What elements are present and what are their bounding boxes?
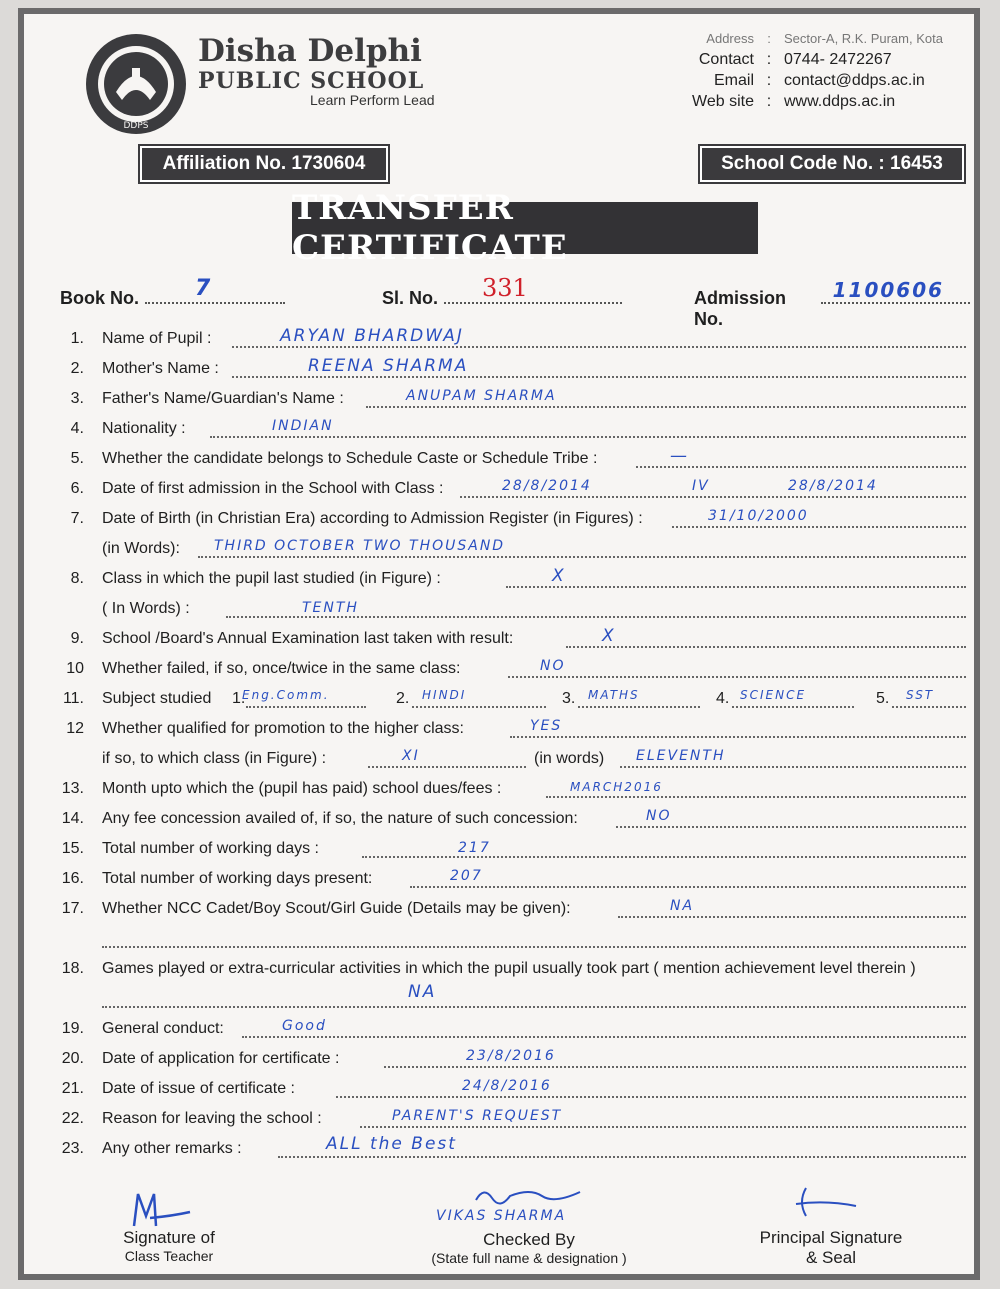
checked-by-name: VIKAS SHARMA [436,1208,567,1224]
logo-text: DDPS [123,121,149,131]
item-number: 6. [70,480,84,497]
list-item [46,1046,966,1074]
list-item [46,356,966,384]
item-number: 18. [61,960,84,977]
admission-no-value: 1100606 [832,278,945,302]
school-tagline: Learn Perform Lead [310,92,435,108]
item-label: Whether the candidate belongs to Schedule Caste or Schedule Tribe : [102,450,598,467]
signature-label: Class Teacher [124,1248,214,1264]
contact-row: Email : contact@ddps.ac.in [664,70,943,91]
item-label: Father's Name/Guardian's Name : [102,390,344,407]
list-item [46,416,966,444]
contact-label: Email [713,71,754,89]
contact-value: www.ddps.ac.in [784,92,896,110]
list-item [46,836,966,864]
school-code-badge: School Code No. : 16453 [700,146,964,182]
list-item [46,386,966,414]
contact-label: Web site [692,92,754,110]
subject-number: 5. [876,690,890,707]
item-number: 20. [61,1050,84,1067]
item-number: 11. [62,690,84,707]
list-item [46,1016,966,1044]
certificate-meta-row [60,274,970,329]
list-item-continuation [46,982,966,1014]
principal-signature-icon [776,1182,866,1226]
list-item [46,626,966,654]
item-number: 19. [61,1020,84,1037]
list-item [46,1136,966,1164]
item-label: School /Board's Annual Examination last taken with result: [102,630,514,647]
list-item [46,446,966,474]
contact-value: contact@ddps.ac.in [784,71,925,89]
item-value: TENTH [302,600,359,616]
item-label: Name of Pupil : [102,330,212,347]
subject-value: SST [906,688,935,702]
item-value: THIRD OCTOBER TWO THOUSAND [214,538,506,554]
item-label: Subject studied [102,690,212,707]
item-label: Any fee concession availed of, if so, the nature of such concession: [102,810,578,827]
item-label: Reason for leaving the school : [102,1110,322,1127]
item-number: 21. [61,1080,84,1097]
item-label: Date of Birth (in Christian Era) according to Admission Register (in Figures) : [102,510,643,527]
sl-no-value: 331 [482,274,528,302]
subject-number: 4. [716,690,730,707]
item-value: PARENT'S REQUEST [392,1108,563,1124]
item-value: 23/8/2016 [466,1048,556,1064]
list-item [46,506,966,534]
list-item [46,716,966,744]
contact-label: Contact [698,50,754,68]
item-value: 28/8/2014 [788,478,878,494]
subject-value: MATHS [588,688,640,702]
signature-label: Checked By [483,1230,575,1249]
item-number: 3. [70,390,84,407]
sl-no-label: Sl. No. [382,288,439,308]
list-item [46,476,966,504]
item-number: 4. [70,420,84,437]
class-teacher-signature-icon [126,1186,196,1232]
item-value: 24/8/2016 [462,1078,552,1094]
item-value: 28/8/2014 [502,478,592,494]
item-value: 31/10/2000 [708,508,809,524]
item-number: 15. [61,840,84,857]
item-label: if so, to which class (in Figure) : [102,750,327,767]
list-item [46,566,966,594]
item-label: Whether failed, if so, once/twice in the same class: [102,660,461,677]
item-number: 8. [70,570,84,587]
book-no-label: Book No. [60,288,139,308]
item-number: 13. [61,780,84,797]
item-label: Total number of working days present: [102,870,373,887]
item-label: Nationality : [102,420,186,437]
item-label: Class in which the pupil last studied (in Figure) : [102,570,441,587]
list-item [46,806,966,834]
item-number: 1. [70,330,84,347]
item-label: Total number of working days : [102,840,319,857]
list-item [46,326,966,354]
checked-by-signature [404,1230,654,1266]
item-label: (in Words): [102,540,180,557]
item-value: NA [670,898,695,914]
item-label: ( In Words) : [102,600,190,617]
subject-value: SCIENCE [740,688,807,702]
item-label: Date of issue of certificate : [102,1080,295,1097]
item-value: NA [408,982,437,1002]
list-item [46,746,966,774]
item-label: Games played or extra-curricular activities in which the pupil usually took part ( mention achievement level therein ) [102,960,916,977]
list-item [46,866,966,894]
list-item [46,1076,966,1104]
contact-row: Address : Sector-A, R.K. Puram, Kota [664,28,943,49]
item-value: YES [530,718,563,734]
school-name: Disha Delphi [198,33,422,69]
class-teacher-signature [94,1228,244,1264]
item-value: NO [540,658,566,674]
item-value: 217 [458,840,491,856]
list-item [46,1106,966,1134]
item-number: 5. [70,450,84,467]
item-value: 207 [450,868,483,884]
signature-label: Signature of [123,1228,215,1247]
list-item [46,956,966,984]
list-item [46,896,966,924]
item-number: 22. [61,1110,84,1127]
subject-number: 3. [562,690,576,707]
item-value: IV [692,478,710,494]
contact-value: 0744- 2472267 [784,50,892,68]
book-no-value: 7 [195,276,213,301]
item-value: ELEVENTH [636,748,726,764]
list-item [46,686,966,714]
school-subtitle: PUBLIC SCHOOL [198,68,425,94]
item-label: Any other remarks : [102,1140,242,1157]
item-value: MARCH2016 [570,780,663,794]
signature-note: (State full name & designation ) [431,1250,627,1266]
item-value: X [602,626,616,646]
contact-row: Contact : 0744- 2472267 [664,49,943,70]
list-item [46,596,966,624]
item-number: 17. [61,900,84,917]
item-value: ANUPAM SHARMA [406,388,557,404]
subject-number: 2. [396,690,410,707]
contact-row: Web site : www.ddps.ac.in [664,91,943,112]
certificate-page [18,8,980,1280]
item-label: Date of first admission in the School with Class : [102,480,444,497]
list-item [46,776,966,804]
item-label: Mother's Name : [102,360,219,377]
signature-label: Principal Signature [759,1228,903,1247]
item-value: — [670,446,689,466]
contact-block [664,28,943,112]
admission-no-label: Admission No. [694,288,787,329]
item-label: (in words) [534,750,605,767]
item-number: 7. [70,510,84,527]
item-number: 10 [66,660,84,677]
item-value: ALL the Best [326,1134,457,1154]
item-value: Good [282,1018,327,1034]
principal-signature [746,1228,916,1268]
subject-value: Eng.Comm. [242,688,330,702]
item-label: Month upto which the (pupil has paid) school dues/fees : [102,780,502,797]
list-item [46,536,966,564]
affiliation-badge: Affiliation No. 1730604 [140,146,388,182]
item-number: 12 [66,720,84,737]
list-item [46,656,966,684]
contact-label: Address [706,31,754,46]
item-value: ARYAN BHARDWAJ [280,326,464,346]
item-value: X [552,566,566,586]
contact-value: Sector-A, R.K. Puram, Kota [784,31,943,46]
certificate-title: TRANSFER CERTIFICATE [292,202,758,254]
subject-number: 1. [232,690,246,707]
list-item-continuation [46,926,966,954]
item-number: 2. [70,360,84,377]
item-label: Whether qualified for promotion to the higher class: [102,720,464,737]
item-number: 16. [61,870,84,887]
school-logo-icon [82,30,190,138]
item-number: 9. [70,630,84,647]
item-number: 23. [61,1140,84,1157]
item-value: XI [402,748,420,764]
item-label: Date of application for certificate : [102,1050,340,1067]
item-value: NO [646,808,672,824]
item-label: General conduct: [102,1020,224,1037]
item-label: Whether NCC Cadet/Boy Scout/Girl Guide (Details may be given): [102,900,571,917]
signature-label: & Seal [805,1248,857,1267]
item-number: 14. [61,810,84,827]
subject-value: HINDI [422,688,467,702]
checked-by-signature-icon [470,1182,590,1206]
item-value: REENA SHARMA [308,356,469,376]
item-value: INDIAN [272,418,334,434]
